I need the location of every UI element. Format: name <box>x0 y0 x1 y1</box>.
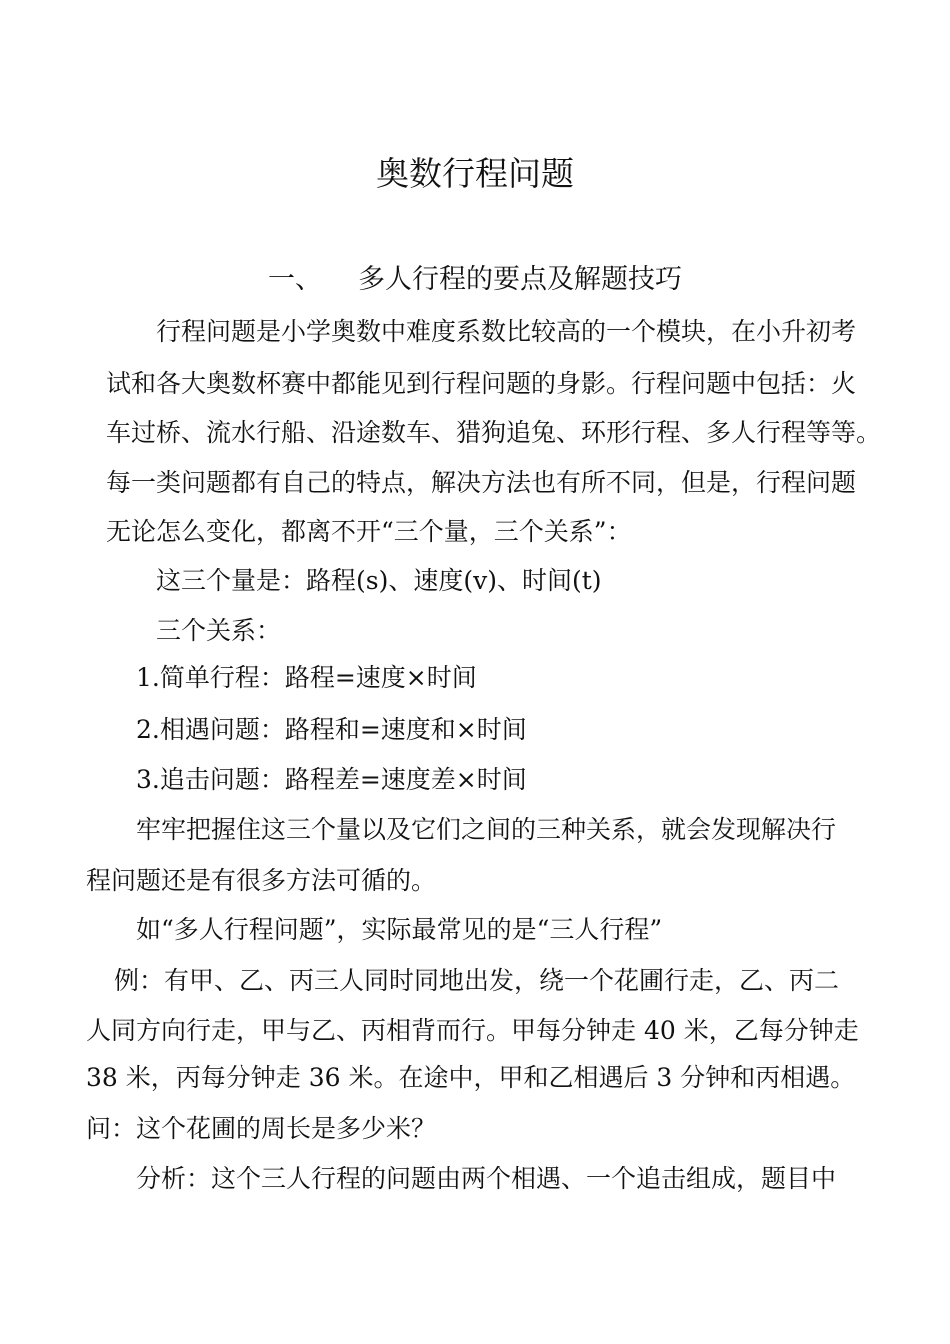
question-line: 问：这个花圃的周长是多少米？ <box>86 1114 437 1143</box>
relation-item: 3.追击问题：路程差=速度差×时间 <box>136 765 527 794</box>
section-heading <box>0 262 950 298</box>
paragraph-line: 车过桥、流水行船、沿途数车、猎狗追兔、环形行程、多人行程等等。 <box>106 418 882 447</box>
paragraph-line: 无论怎么变化，都离不开“三个量，三个关系”： <box>106 517 632 546</box>
paragraph-line: 牢牢把握住这三个量以及它们之间的三种关系，就会发现解决行 <box>136 815 837 844</box>
example-line: 38 米，丙每分钟走 36 米。在途中，甲和乙相遇后 3 分钟和丙相遇。 <box>86 1063 856 1092</box>
paragraph-line: 如“多人行程问题”，实际最常见的是“三人行程” <box>136 915 663 944</box>
example-line: 例：有甲、乙、丙三人同时同地出发，绕一个花圃行走，乙、丙二 <box>114 966 840 995</box>
relation-item: 1.简单行程：路程=速度×时间 <box>136 663 477 692</box>
analysis-line: 分析：这个三人行程的问题由两个相遇、一个追击组成，题目中 <box>136 1164 837 1193</box>
paragraph-line: 程问题还是有很多方法可循的。 <box>86 866 437 895</box>
paragraph-line: 行程问题是小学奥数中难度系数比较高的一个模块，在小升初考 <box>156 317 857 346</box>
paragraph-line: 每一类问题都有自己的特点，解决方法也有所不同，但是，行程问题 <box>106 468 857 497</box>
section-heading-text: 多人行程的要点及解题技巧 <box>358 264 682 295</box>
three-quantities-line: 这三个量是：路程(s)、速度(v)、时间(t) <box>156 566 602 595</box>
section-number: 一、 <box>268 264 322 295</box>
three-relations-label: 三个关系： <box>156 616 282 645</box>
example-line: 人同方向行走，甲与乙、丙相背而行。甲每分钟走 40 米，乙每分钟走 <box>86 1016 859 1045</box>
relation-item: 2.相遇问题：路程和=速度和×时间 <box>136 715 527 744</box>
paragraph-line: 试和各大奥数杯赛中都能见到行程问题的身影。行程问题中包括：火 <box>106 369 857 398</box>
document-title: 奥数行程问题 <box>376 154 574 193</box>
